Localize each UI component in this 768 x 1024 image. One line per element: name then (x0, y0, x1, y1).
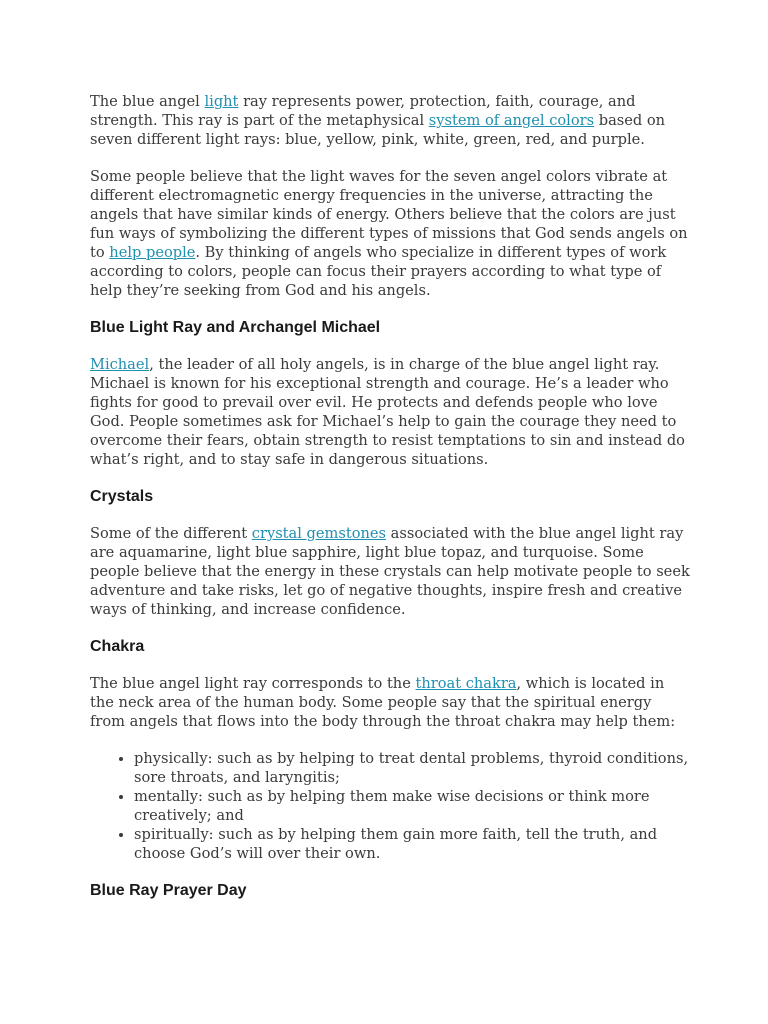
throat-chakra-link[interactable]: throat chakra (415, 675, 517, 692)
intro-text-2: ray represents power, protection, faith, courage, and strength. This ray is part of the metaphysical (90, 93, 636, 129)
light-link[interactable]: light (204, 93, 239, 110)
michael-paragraph (90, 355, 690, 469)
crystals-heading: Crystals (90, 488, 154, 505)
list-item: • spiritually: such as by helping them gain more faith, tell the truth, and choose God’s will over their own. (134, 825, 690, 863)
chakra-heading: Chakra (90, 638, 145, 655)
list-item: • physically: such as by helping to treat dental problems, thyroid conditions, sore throats, and laryngitis; (134, 749, 690, 787)
help-people-link[interactable]: help people (109, 244, 196, 261)
michael-heading: Blue Light Ray and Archangel Michael (90, 319, 381, 336)
intro-text-1: The blue angel (90, 93, 205, 110)
michael-text: , the leader of all holy angels, is in charge of the blue angel light ray. Michael is known for his exceptional strength and courage. He’s a leader who fights for good to prevail over evil. He protects and defends people who love God. People sometimes ask for Michael’s help to gain the courage they need to overcome their fears, obtain strength to resist temptations to sin and instead do what’s right, and to stay safe in dangerous situations. (90, 356, 685, 468)
system-of-angel-colors-link[interactable]: system of angel colors (428, 112, 595, 129)
crystal-gemstones-link[interactable]: crystal gemstones (251, 525, 387, 542)
light-waves-text-2: . By thinking of angels who specialize in different types of work according to colors, people can focus their prayers according to what type of help they’re seeking from God and his angels. (90, 244, 667, 299)
prayer-day-heading: Blue Ray Prayer Day (90, 882, 247, 899)
intro-paragraph (90, 92, 690, 149)
article-body (90, 92, 690, 918)
crystals-text-2: associated with the blue angel light ray are aquamarine, light blue sapphire, light blue topaz, and turquoise. Some people believe that the energy in these crystals can help motivate people to seek adventure and take risks, let go of negative thoughts, inspire fresh and creative ways of thinking, and increase confidence. (90, 525, 690, 618)
chakra-text-1: The blue angel light ray corresponds to the (90, 675, 416, 692)
intro-text-3: based on seven different light rays: blue, yellow, pink, white, green, red, and purple. (90, 112, 666, 148)
michael-link[interactable]: Michael (90, 356, 150, 373)
benefits-list (90, 749, 690, 863)
crystals-text-1: Some of the different (90, 525, 252, 542)
chakra-paragraph (90, 674, 690, 731)
light-waves-text-1: Some people believe that the light waves for the seven angel colors vibrate at different electromagnetic energy frequencies in the universe, attracting the angels that have similar kinds of energy. Others believe that the colors are just fun ways of symbolizing the different types of missions that God sends angels on to (90, 168, 688, 261)
list-item: • mentally: such as by helping them make wise decisions or think more creatively; and (134, 787, 690, 825)
light-waves-paragraph (90, 167, 690, 300)
crystals-paragraph (90, 524, 690, 619)
chakra-text-2: , which is located in the neck area of the human body. Some people say that the spiritual energy from angels that flows into the body through the throat chakra may help them: (90, 675, 676, 730)
